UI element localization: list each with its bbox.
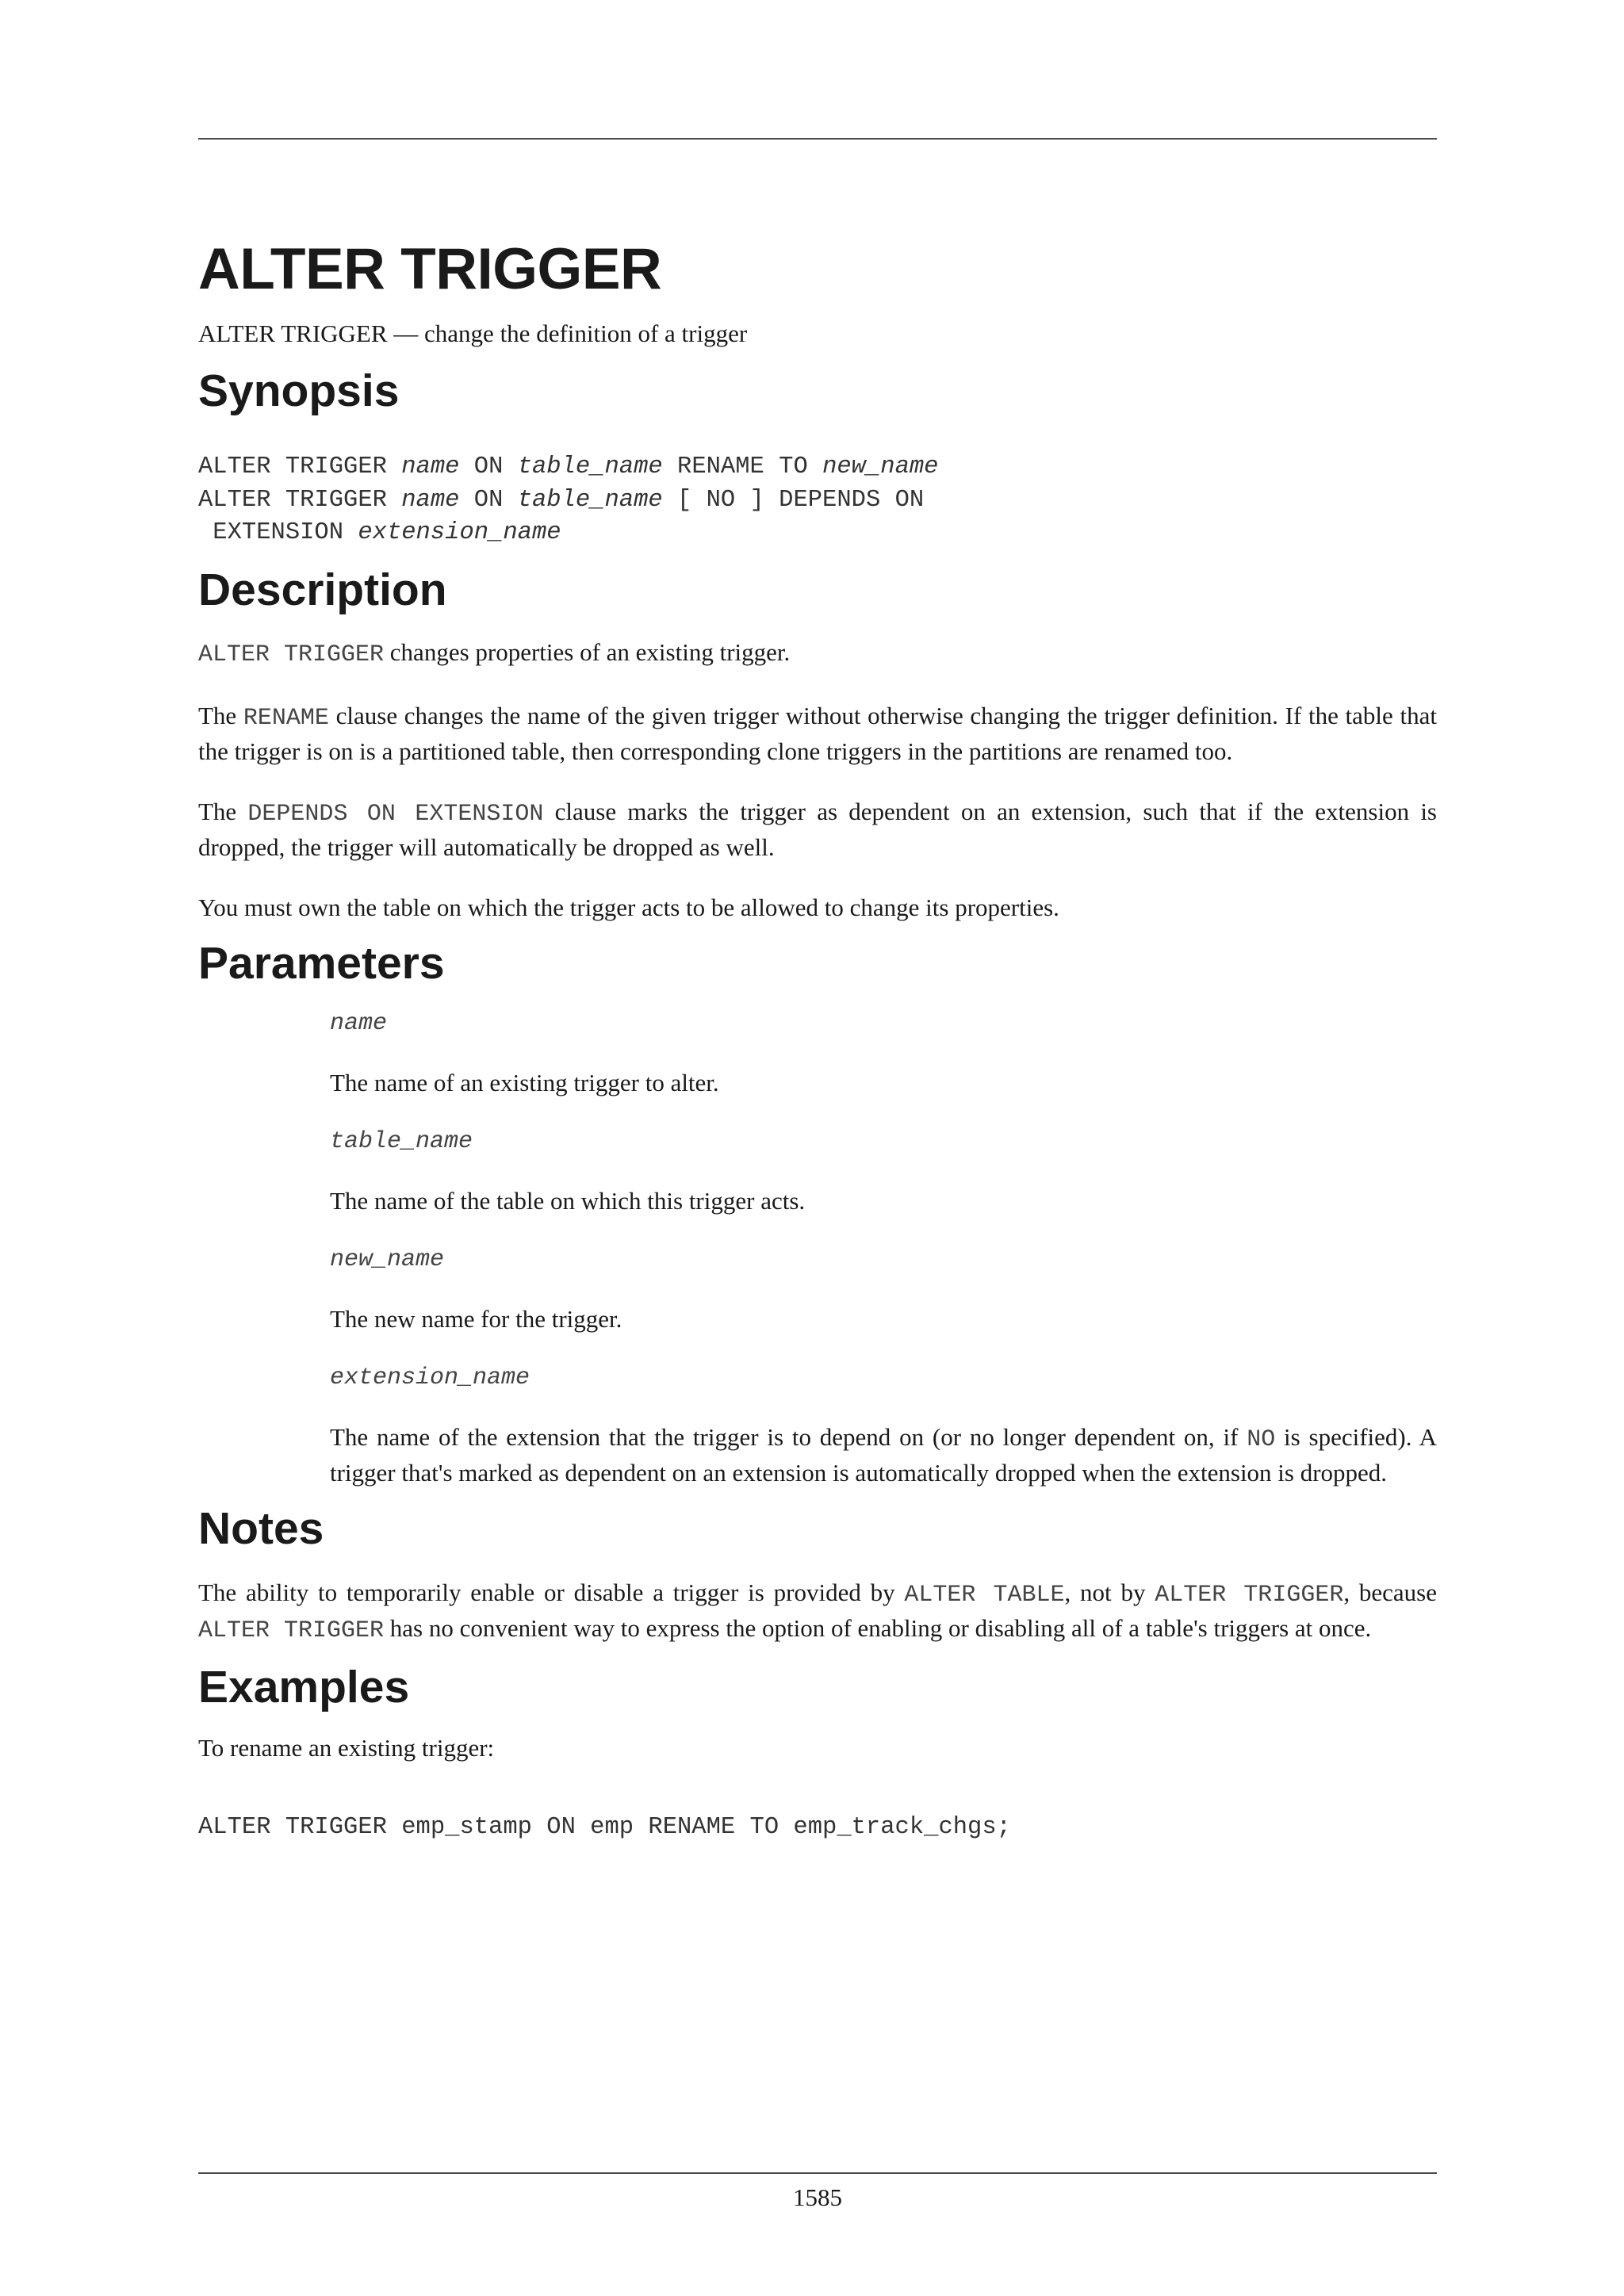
refpurpose: ALTER TRIGGER — change the definition of a trigger [198,320,748,347]
footer-rule [198,2172,1437,2174]
description-heading: Description [198,564,447,615]
synopsis-heading: Synopsis [198,365,400,416]
parameter-description: The name of the table on which this trigger acts. [330,1186,806,1215]
parameter-term: extension_name [330,1364,530,1391]
examples-heading: Examples [198,1661,410,1712]
parameter-list [330,1008,1437,1489]
description-paragraph: The RENAME clause changes the name of the given trigger without otherwise changing the trigger definition. If the table that the trigger is on is a partitioned table, then corresponding clone triggers in the partitions are renamed too. [198,701,1437,765]
parameter-description: The new name for the trigger. [330,1304,622,1333]
parameter-term: name [330,1009,388,1037]
parameter-term: new_name [330,1246,445,1273]
description-paragraph: The DEPENDS ON EXTENSION clause marks the trigger as dependent on an extension, such that if the extension is dropped, the trigger will automatically be dropped as well. [198,797,1438,861]
notes-heading: Notes [198,1502,324,1554]
notes-paragraph: The ability to temporarily enable or disable a trigger is provided by ALTER TABLE, not by ALTER TRIGGER, because ALTER TRIGGER has no convenient way to express the option of enabling or disabling all of a table's triggers at once. [198,1578,1437,1644]
description-paragraph: You must own the table on which the trigger acts to be allowed to change its properties. [198,893,1059,921]
parameter-description: The name of the extension that the trigger is to depend on (or no longer dependent on, if NO is specified). A trigger that's marked as dependent on an extension is automatically dropped when the extension is dropped. [330,1422,1437,1487]
page-title: ALTER TRIGGER [198,237,662,301]
header-rule [198,138,1437,140]
parameter-description: The name of an existing trigger to alter. [330,1068,719,1096]
description-paragraph: ALTER TRIGGER changes properties of an existing trigger. [198,637,791,668]
examples-intro: To rename an existing trigger: [198,1733,495,1762]
page-content [198,238,1437,1844]
parameter-term: table_name [330,1127,473,1155]
parameters-heading: Parameters [198,937,445,989]
page-number: 1585 [793,2183,842,2211]
synopsis-code: ALTER TRIGGER name ON table_name RENAME TO new_name ALTER TRIGGER name ON table_name [ NO ] DEPENDS ON EXTENSION extension_name [198,453,939,546]
example-code: ALTER TRIGGER emp_stamp ON emp RENAME TO emp_track_chgs; [198,1813,1011,1841]
